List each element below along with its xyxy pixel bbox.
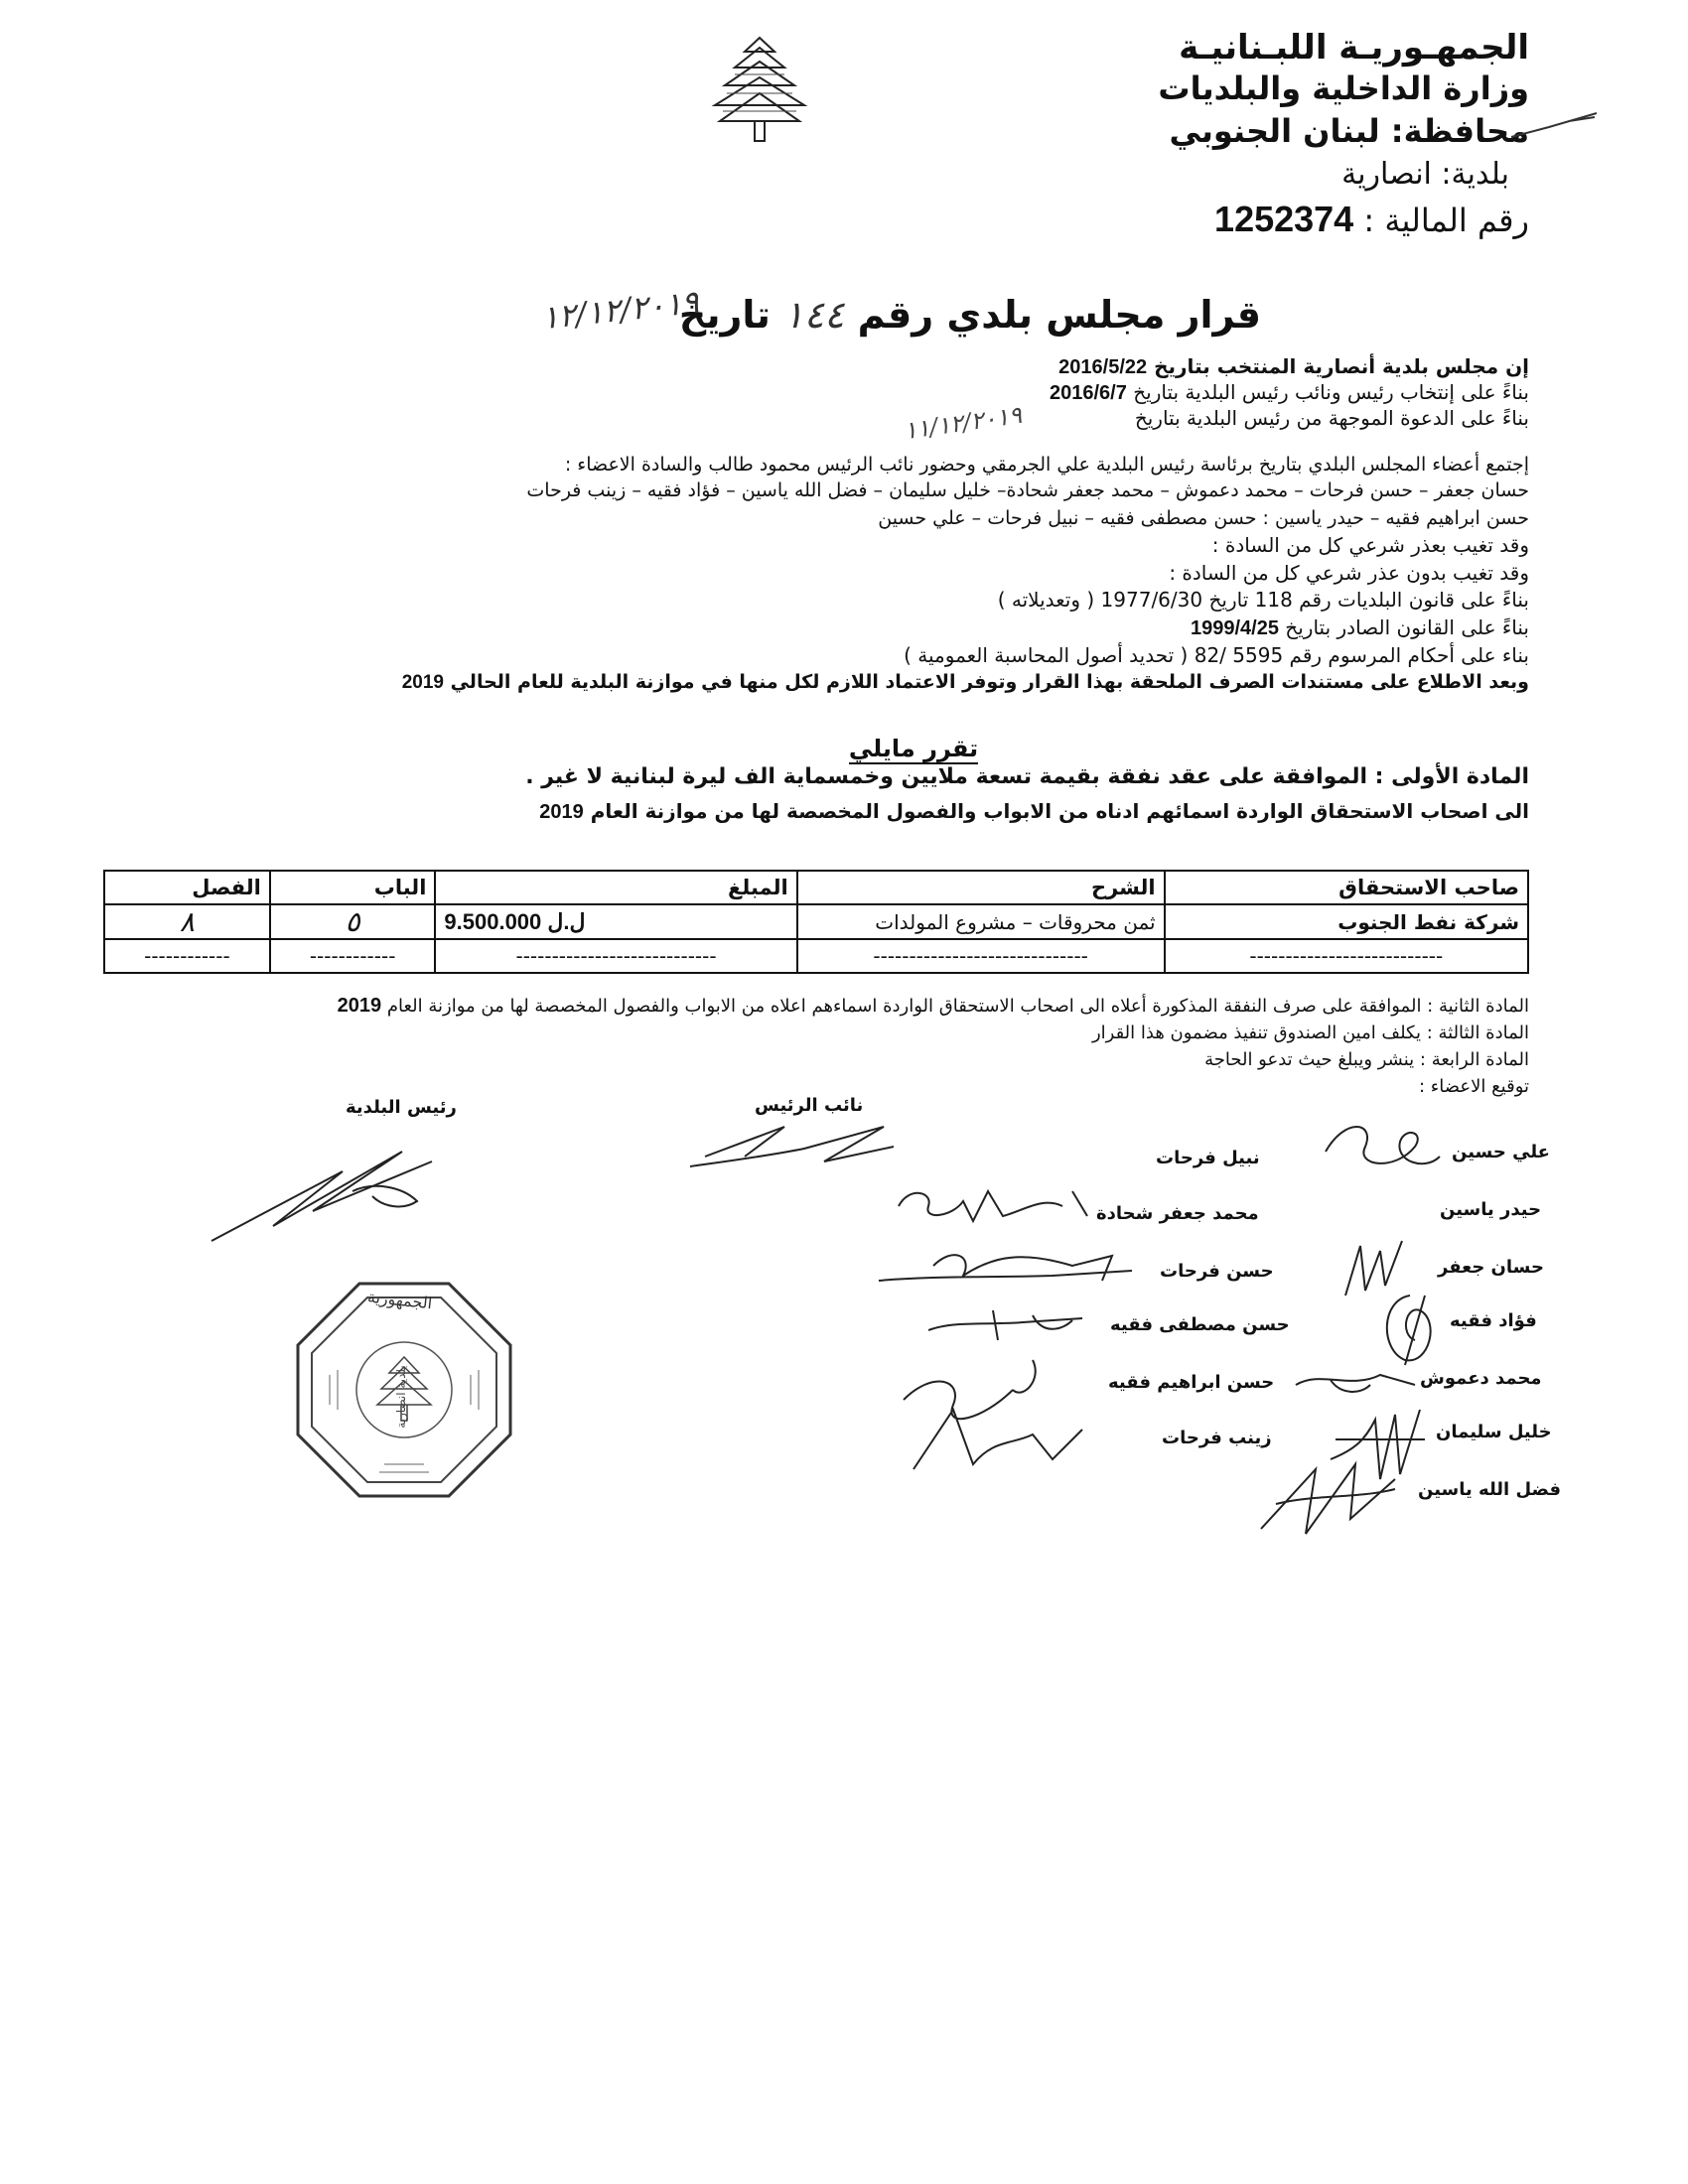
- member-fadlallah-signature: [1256, 1449, 1405, 1539]
- country-name: الجمهـوريـة اللبـنانيـة: [1179, 28, 1529, 68]
- header-pen-stroke: [1509, 107, 1599, 147]
- member-khalil-suleiman: خليل سليمان: [1436, 1422, 1552, 1442]
- ministry-name: وزارة الداخلية والبلديات: [1158, 69, 1529, 107]
- article-1-line-1: المادة الأولى : الموافقة على عقد نفقة بقيمة تسعة ملايين وخمسماية الف ليرة لبنانية لا غير .: [525, 764, 1529, 789]
- cell-chapter: ------------: [270, 939, 436, 973]
- cell-payee: شركة نفط الجنوب: [1165, 904, 1528, 939]
- member-fouad-faqih: فؤاد فقيه: [1450, 1310, 1537, 1331]
- member-hassan-ibrahim-faqih: حسن ابراهيم فقيه: [1108, 1372, 1275, 1393]
- sign-heading: توقيع الاعضاء :: [1419, 1076, 1529, 1097]
- cell-amount: 9.500.000 ل.ل: [435, 904, 796, 939]
- article-4: المادة الرابعة : ينشر ويبلغ حيث تدعو الحاجة: [1204, 1049, 1529, 1070]
- decision-heading-wrap: [0, 735, 1688, 762]
- cell-description: ثمن محروقات – مشروع المولدات: [797, 904, 1165, 939]
- article-3: المادة الثالثة : يكلف امين الصندوق تنفيذ مضمون هذا القرار: [1091, 1023, 1529, 1043]
- preamble-line-12: وبعد الاطلاع على مستندات الصرف الملحقة بهذا القرار وتوفر الاعتماد اللازم لكل منها في موازنة البلدية للعام الحالي 2019: [401, 671, 1529, 693]
- member-hassan-mustafa-signature: [923, 1300, 1092, 1350]
- member-hassan-ibrahim-signature: [894, 1350, 1092, 1479]
- preamble-line-10: بناءً على القانون الصادر بتاريخ 1999/4/25: [1190, 615, 1529, 639]
- cell-payee: ---------------------------: [1165, 939, 1528, 973]
- vice-president-signature: [685, 1107, 914, 1181]
- preamble-line-5: حسان جعفر – حسن فرحات – محمد دعموش – محمد جعفر شحادة– خليل سليمان – فضل الله ياسين – فؤاد فقيه – زينب فرحات: [526, 479, 1529, 501]
- cell-description: ------------------------------: [797, 939, 1165, 973]
- member-hassan-mustafa-faqih: حسن مصطفى فقيه: [1110, 1314, 1290, 1335]
- preamble-line-1: إن مجلس بلدية أنصارية المنتخب بتاريخ 2016/5/22: [1058, 354, 1529, 378]
- table-row: [104, 939, 1528, 973]
- allocation-table: [103, 870, 1529, 974]
- header-chapter: الباب: [270, 871, 436, 904]
- preamble-line-6: حسن ابراهيم فقيه – حيدر ياسين : حسن مصطفى فقيه – نبيل فرحات – علي حسين: [878, 507, 1529, 529]
- governorate-name: محافظة: لبنان الجنوبي: [1169, 112, 1529, 150]
- member-mohammad-jaafar-shehadeh: محمد جعفر شحادة: [1096, 1203, 1259, 1224]
- member-haidar-yassine: حيدر ياسين: [1440, 1199, 1542, 1220]
- member-fouad-faqih-signature: [1375, 1291, 1445, 1370]
- member-fadlallah-yassine: فضل الله ياسين: [1418, 1479, 1562, 1500]
- member-ali-hussein-signature: [1316, 1112, 1445, 1181]
- finance-label: رقم المالية :: [1363, 202, 1529, 239]
- member-daamoush-signature: [1291, 1360, 1420, 1400]
- member-mohammad-daamoush: محمد دعموش: [1420, 1368, 1542, 1389]
- title-handwritten-number: ١٤٤: [783, 293, 845, 337]
- member-ali-hussein: علي حسين: [1452, 1142, 1550, 1162]
- table-header-row: [104, 871, 1528, 904]
- preamble-line-7: وقد تغيب بعذر شرعي كل من السادة :: [1211, 533, 1529, 557]
- member-hassan-jaafar: حسان جعفر: [1438, 1257, 1544, 1278]
- member-hassan-farhat: حسن فرحات: [1160, 1261, 1274, 1282]
- preamble-line-11: بناء على أحكام المرسوم رقم 5595 /82 ( تحديد أصول المحاسبة العمومية ): [904, 643, 1529, 667]
- municipality-name: بلدية: انصارية: [1341, 157, 1509, 192]
- cell-section: ------------: [104, 939, 270, 973]
- vice-president-label: نائب الرئيس: [755, 1095, 864, 1116]
- preamble-line-8: وقد تغيب بدون عذر شرعي كل من السادة :: [1169, 561, 1529, 585]
- header-amount: المبلغ: [435, 871, 796, 904]
- finance-number: 1252374: [1214, 199, 1354, 239]
- stamp-top-text: الجمهورية: [366, 1287, 434, 1313]
- title-text: قرار مجلس بلدي رقم: [857, 293, 1261, 337]
- cedar-emblem-icon: [705, 30, 814, 149]
- header-payee: صاحب الاستحقاق: [1165, 871, 1528, 904]
- president-signature: [204, 1132, 462, 1251]
- preamble-line-2: بناءً على إنتخاب رئيس ونائب رئيس البلدية بتاريخ 2016/6/7: [1050, 380, 1529, 404]
- cell-section: ٨: [104, 904, 270, 939]
- stamp-inner-text: بلدية انصارية: [393, 1365, 408, 1429]
- finance-number-line: [1214, 199, 1529, 240]
- member-zeinab-farhat: زينب فرحات: [1162, 1428, 1272, 1448]
- header-section: الفصل: [104, 871, 270, 904]
- title-date-word: تاريخ: [678, 293, 771, 337]
- member-mohammad-shehadeh-signature: [894, 1176, 1092, 1231]
- cell-amount: ----------------------------: [435, 939, 796, 973]
- preamble-handwritten-date: ١١/١٢/٢٠١٩: [902, 400, 1024, 446]
- document-title: [679, 293, 1261, 337]
- title-handwritten-date: ١٢/١٢/٢٠١٩: [539, 282, 701, 338]
- table-row: [104, 904, 1528, 939]
- article-2: المادة الثانية : الموافقة على صرف النفقة المذكورة أعلاه الى اصحاب الاستحقاق الواردة اسماءهم اعلاه من الابواب والفصول المخصصة لها من موازنة العام 2019: [337, 995, 1529, 1017]
- member-nabil-farhat: نبيل فرحات: [1156, 1148, 1260, 1168]
- president-label: رئيس البلدية: [346, 1097, 457, 1118]
- member-hassan-farhat-signature: [874, 1236, 1142, 1296]
- preamble-line-3: بناءً على الدعوة الموجهة من رئيس البلدية بتاريخ: [1134, 406, 1529, 430]
- preamble-line-4: إجتمع أعضاء المجلس البلدي بتاريخ برئاسة رئيس البلدية علي الجرمقي وحضور نائب الرئيس محمود طالب والسادة الاعضاء :: [564, 454, 1529, 476]
- header-description: الشرح: [797, 871, 1165, 904]
- preamble-line-9: بناءً على قانون البلديات رقم 118 تاريخ 1977/6/30 ( وتعديلاته ): [997, 588, 1529, 612]
- cell-chapter: ٥: [270, 904, 436, 939]
- decision-heading: تقرر مايلي: [848, 735, 979, 762]
- article-1-line-2: الى اصحاب الاستحقاق الواردة اسمائهم ادناه من الابواب والفصول المخصصة لها من موازنة العام 2019: [539, 799, 1529, 823]
